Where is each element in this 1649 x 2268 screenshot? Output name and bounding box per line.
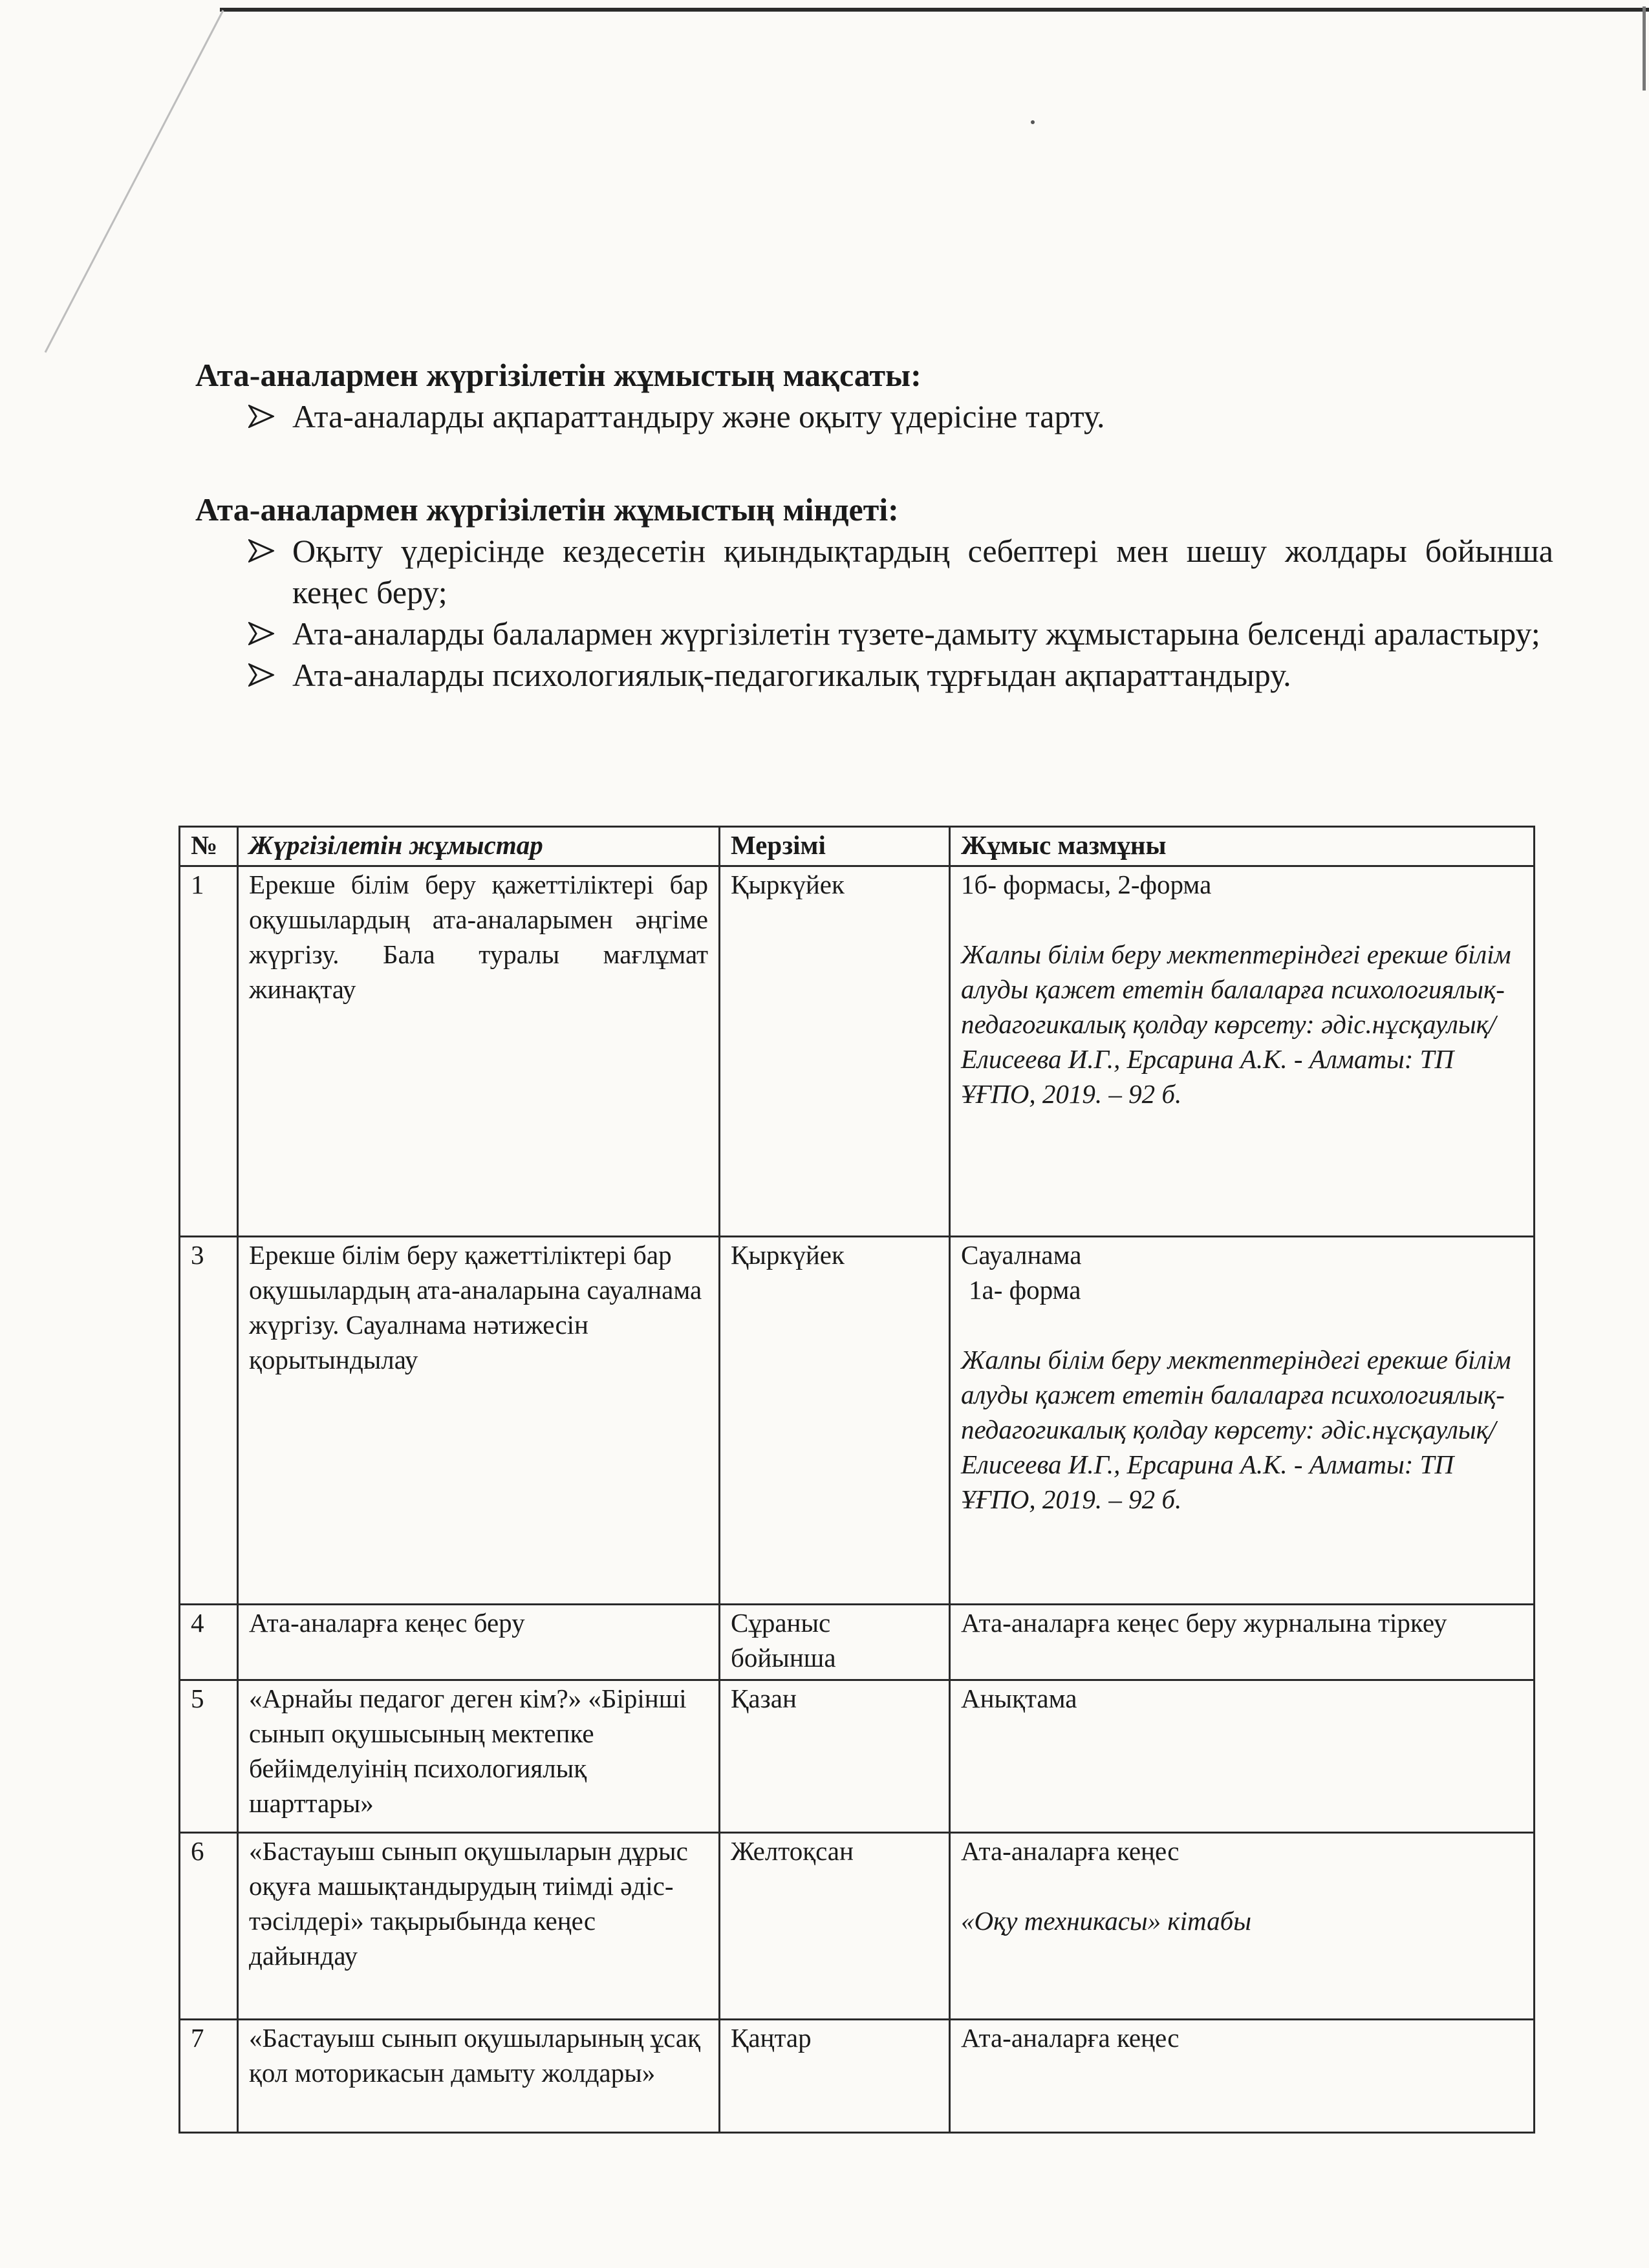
row-content [950,1237,1535,1605]
table-row [180,1605,1535,1680]
scan-border-top [220,8,1649,12]
row-content: Ата-аналарға кеңес [950,2020,1535,2133]
row-content: Ата-аналарға кеңес беру журналына тіркеу [950,1605,1535,1680]
row-date: Қыркүйек [720,866,950,1237]
row-number: 3 [180,1237,238,1605]
row-number: 1 [180,866,238,1237]
row-content [950,1833,1535,2020]
arrow-bullet-icon [248,654,274,687]
task-item-text: Ата-аналарды балалармен жүргізілетін түзете-дамыту жұмыстарына белсенді араластыру; [292,615,1540,652]
content-text: 1б- формасы, 2-форма [961,870,1212,899]
content-text: Ата-аналарға кеңес [961,1836,1180,1866]
header-work: Жүргізілетін жұмыстар [238,827,720,866]
table-row [180,1237,1535,1605]
task-item-text: Ата-аналарды психологиялық-педагогикалық тұрғыдан ақпараттандыру. [292,657,1291,693]
task-item [195,613,1553,654]
row-number: 6 [180,1833,238,2020]
row-work: «Бастауыш сынып оқушыларының ұсақ қол моторикасын дамыту жолдары» [238,2020,720,2133]
tasks-title: Ата-аналармен жүргізілетін жұмыстың міндеті: [195,491,899,528]
row-work: Ата-аналарға кеңес беру [238,1605,720,1680]
row-date: Қаңтар [720,2020,950,2133]
scan-border-right [1643,6,1646,91]
goal-title: Ата-аналармен жүргізілетін жұмыстың мақсаты: [195,357,921,393]
header-number: № [180,827,238,866]
table-header-row [180,827,1535,866]
task-item-text: Оқыту үдерісінде кездесетін қиындықтардың себептері мен шешу жолдары бойынша кеңес беру; [292,533,1553,610]
arrow-bullet-icon [248,613,274,645]
table-row [180,1680,1535,1833]
goal-section [195,354,1553,437]
row-content [950,866,1535,1237]
content-reference: «Оқу техникасы» кітабы [961,1906,1251,1936]
row-date: Желтоқсан [720,1833,950,2020]
tasks-section [195,489,1553,696]
goal-item-text: Ата-аналарды ақпараттандыру және оқыту үдерісіне тарту. [292,398,1105,434]
task-item [195,530,1553,613]
row-date: Сұраныс бойынша [720,1605,950,1680]
header-content: Жұмыс мазмұны [950,827,1535,866]
content-reference: Жалпы білім беру мектептеріндегі ерекше білім алуды қажет ететін балаларға психологиялық-педагогикалық қолдау көрсету: әдіс.нұсқаулық/ Елисеева И.Г., Ерсарина А.К. - Алматы: ТП ҰҒПО, 2019. – 92 б. [961,1345,1511,1514]
arrow-bullet-icon [248,530,274,562]
content-reference: Жалпы білім беру мектептеріндегі ерекше білім алуды қажет ететін балаларға психологиялық-педагогикалық қолдау көрсету: әдіс.нұсқаулық/ Елисеева И.Г., Ерсарина А.К. - Алматы: ТП ҰҒПО, 2019. – 92 б. [961,939,1511,1109]
header-date: Мерзімі [720,827,950,866]
arrow-bullet-icon [248,396,274,428]
row-number: 5 [180,1680,238,1833]
row-number: 7 [180,2020,238,2133]
row-work: Ерекше білім беру қажеттіліктері бар оқушылардың ата-аналарына сауалнама жүргізу. Сауалнама нәтижесін қорытындылау [238,1237,720,1605]
row-work: «Арнайы педагог деген кім?» «Бірінші сынып оқушысының мектепке бейімделуінің психологиялық шарттары» [238,1680,720,1833]
table-row [180,2020,1535,2133]
content-text-2: 1а- форма [969,1275,1081,1305]
scan-speck [1031,120,1035,124]
tasks-list [195,530,1553,696]
goal-item [195,396,1553,437]
row-number: 4 [180,1605,238,1680]
content-text: Сауалнама [961,1240,1082,1270]
scan-fold-line [0,0,259,388]
row-work: Ерекше білім беру қажеттіліктері бар оқушылардың ата-аналарымен әңгіме жүргізу. Бала туралы мағлұмат жинақтау [238,866,720,1237]
table-row [180,1833,1535,2020]
row-content: Анықтама [950,1680,1535,1833]
task-item [195,654,1553,696]
work-plan-table [178,826,1535,2134]
row-date: Қазан [720,1680,950,1833]
table-row [180,866,1535,1237]
row-date: Қыркүйек [720,1237,950,1605]
row-work: «Бастауыш сынып оқушыларын дұрыс оқуға машықтандырудың тиімді әдіс-тәсілдері» тақырыбында кеңес дайындау [238,1833,720,2020]
goal-list [195,396,1553,437]
